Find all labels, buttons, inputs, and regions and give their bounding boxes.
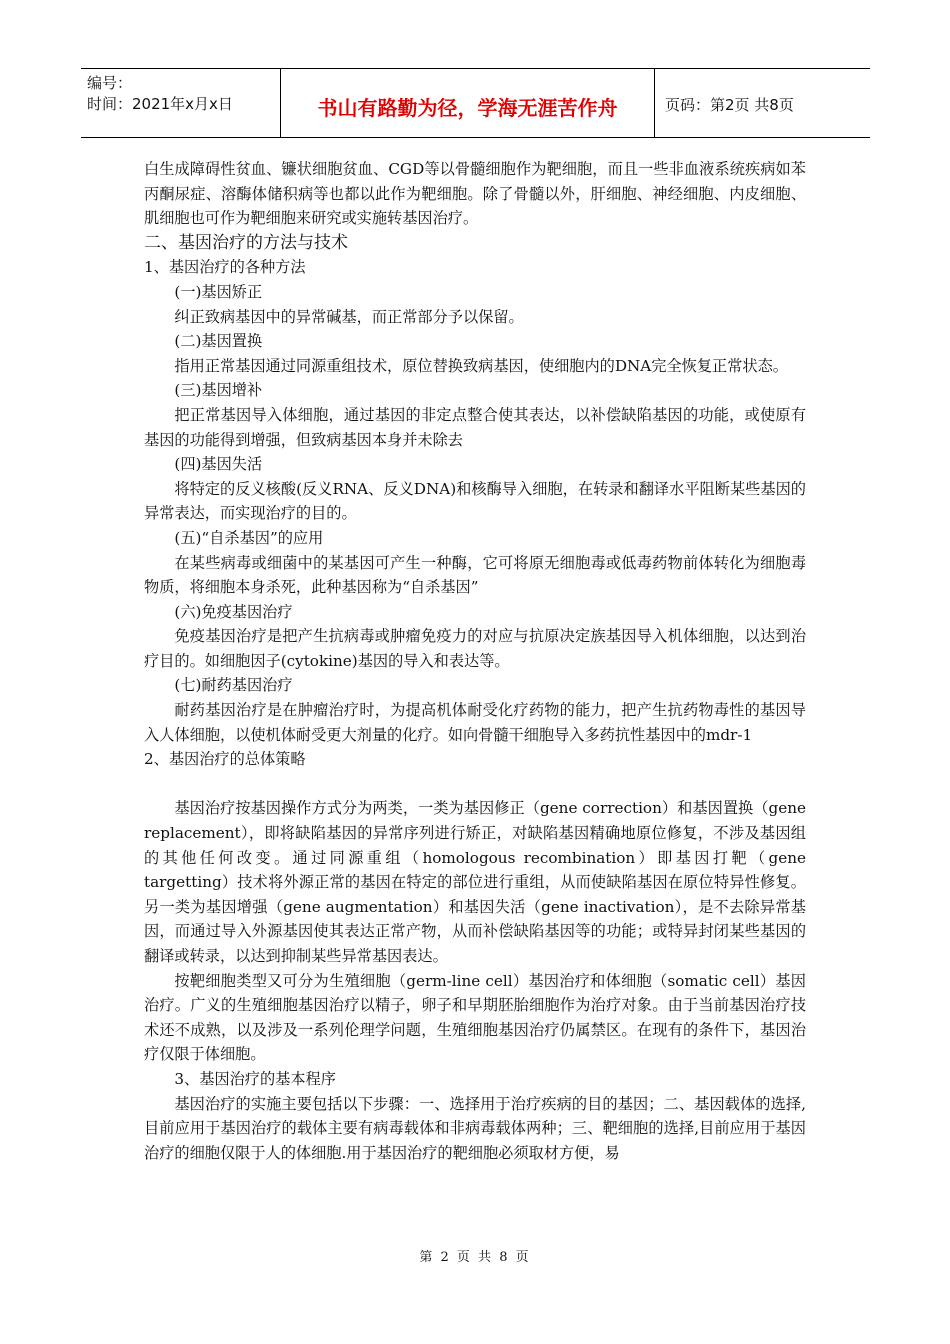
- header-page-info: 页码：第2页 共8页: [665, 95, 794, 114]
- paragraph: 将特定的反义核酸(反义RNA、反义DNA)和核酶导入细胞，在转录和翻译水平阻断某些基因的异常表达，而实现治疗的目的。: [144, 479, 806, 523]
- method-heading: (五)“自杀基因”的应用: [174, 528, 324, 547]
- method-heading: (七)耐药基因治疗: [174, 676, 293, 695]
- header-meta: [81, 69, 281, 137]
- paragraph: 按靶细胞类型又可分为生殖细胞（germ-line cell）基因治疗和体细胞（somatic cell）基因治疗。广义的生殖细胞基因治疗以精子，卵子和早期胚胎细胞作为治疗对象。由于当前基因治疗技术还不成熟，以及涉及一系列伦理学问题，生殖细胞基因治疗仍属禁区。在现有的条件下，基因治疗仅限于体细胞。: [144, 971, 806, 1064]
- paragraph: 免疫基因治疗是把产生抗病毒或肿瘤免疫力的对应与抗原决定族基因导入机体细胞，以达到治疗目的。如细胞因子(cytokine)基因的导入和表达等。: [144, 627, 806, 670]
- subsection-heading: 2、基因治疗的总体策略: [144, 750, 306, 769]
- blank-line: [144, 772, 806, 797]
- method-heading: (四)基因失活: [174, 455, 263, 474]
- method-heading: (三)基因增补: [174, 381, 263, 400]
- method-heading: (二)基因置换: [174, 332, 263, 351]
- header-motto: 书山有路勤为径，学海无涯苦作舟: [281, 69, 655, 137]
- method-heading: (六)免疫基因治疗: [174, 602, 293, 621]
- document-number-label: 编号：: [87, 74, 133, 92]
- subsection-heading: 1、基因治疗的各种方法: [144, 258, 306, 277]
- subsection-heading: 3、基因治疗的基本程序: [174, 1069, 336, 1088]
- paragraph: 指用正常基因通过同源重组技术，原位替换致病基因，使细胞内的DNA完全恢复正常状态。: [174, 356, 788, 375]
- paragraph: 基因治疗按基因操作方式分为两类，一类为基因修正（gene correction）和基因置换（gene replacement），即将缺陷基因的异常序列进行矫正，对缺陷基因精确地原位修复，不涉及基因组的其他任何改变。通过同源重组（homologous recombination）即基因打靶（gene targetting）技术将外源正常的基因在特定的部位进行重组，从而使缺陷基因在原位特异性修复。另一类为基因增强（gene augmentation）和基因失活（gene inactivation），是不去除异常基因，而通过导入外源基因使其表达正常产物，从而补偿缺陷基因等的功能；或特异封闭某些基因的翻译或转录，以达到抑制某些异常基因表达。: [144, 799, 806, 965]
- method-heading: (一)基因矫正: [174, 282, 263, 301]
- document-body: [144, 157, 806, 1165]
- page-footer: 第 2 页 共 8 页: [419, 1250, 531, 1265]
- page-header: [81, 68, 870, 138]
- document-date: 时间：2021年x月x日: [87, 95, 233, 113]
- paragraph: 在某些病毒或细菌中的某基因可产生一种酶，它可将原无细胞毒或低毒药物前体转化为细胞毒物质，将细胞本身杀死，此种基因称为“自杀基因”: [144, 553, 806, 597]
- section-heading: 二、基因治疗的方法与技术: [144, 232, 348, 253]
- paragraph-continued: 白生成障碍性贫血、镰状细胞贫血、CGD等以骨髓细胞作为靶细胞，而且一些非血液系统疾病如苯丙酮尿症、溶酶体储积病等也都以此作为靶细胞。除了骨髓以外，肝细胞、神经细胞、内皮细胞、肌细胞也可作为靶细胞来研究或实施转基因治疗。: [144, 160, 806, 228]
- paragraph: 耐药基因治疗是在肿瘤治疗时，为提高机体耐受化疗药物的能力，把产生抗药物毒性的基因导入人体细胞，以使机体耐受更大剂量的化疗。如向骨髓干细胞导入多药抗性基因中的mdr-1: [144, 701, 806, 744]
- paragraph: 把正常基因导入体细胞，通过基因的非定点整合使其表达，以补偿缺陷基因的功能，或使原有基因的功能得到增强，但致病基因本身并未除去: [144, 405, 806, 449]
- paragraph: 纠正致病基因中的异常碱基，而正常部分予以保留。: [174, 307, 524, 326]
- paragraph: 基因治疗的实施主要包括以下步骤：一、选择用于治疗疾病的目的基因；二、基因载体的选择,目前应用于基因治疗的载体主要有病毒载体和非病毒载体两种；三、靶细胞的选择,目前应用于基因治疗的细胞仅限于人的体细胞.用于基因治疗的靶细胞必须取材方便，易: [144, 1094, 806, 1162]
